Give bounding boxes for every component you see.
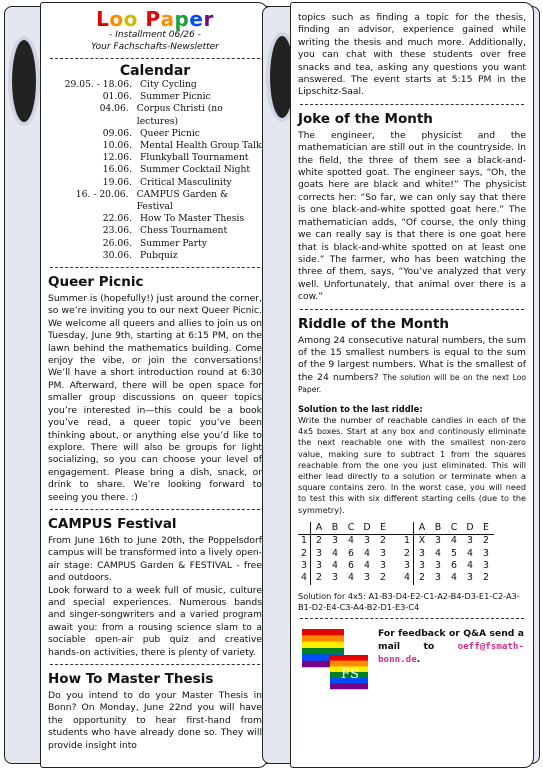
title-letter: L (96, 7, 110, 31)
grid-cell: 3 (483, 560, 489, 572)
calendar-event: Summer Picnic (140, 91, 211, 103)
grid-corner (298, 522, 311, 535)
calendar-date: 01.06. (102, 91, 132, 103)
grid-row-header: 1 (301, 535, 307, 547)
solution-line: Solution for 4x5: A1-B3-D4-E2-C1-A2-B4-D3-E1-C2-A3-B1-D2-E4-C3-A4-B2-D1-E3-C4 (298, 590, 520, 612)
calendar-event: Mental Health Group Talk (140, 140, 262, 152)
grid-cell: 4 (364, 547, 370, 559)
title-letter: o (123, 7, 138, 31)
feedback-text (378, 627, 524, 666)
grid-cell: 2 (380, 572, 386, 584)
calendar-row (48, 238, 262, 250)
title-letter: P (145, 7, 161, 31)
campus-festival-body-1: From June 16th to June 20th, the Poppelsdorf campus will be transformed into a lively open-air stage: CAMPUS Garden & FESTIVAL - free and outdoors. (48, 534, 262, 584)
grid-cell: 3 (435, 560, 441, 572)
queer-picnic-heading: Queer Picnic (48, 274, 144, 291)
calendar-row (48, 177, 262, 189)
calendar-date: 23.06. (102, 225, 132, 237)
calendar-date: 22.06. (102, 213, 132, 225)
grid-col-header: D (462, 522, 478, 535)
calendar-date: 16. - 20.06. (75, 188, 129, 200)
grid-cell: 3 (435, 535, 441, 547)
divider (300, 618, 524, 619)
title-letter (138, 8, 145, 30)
calendar-date: 12.06. (102, 152, 132, 164)
calendar-row (48, 213, 262, 225)
grid-cell: 4 (332, 547, 338, 559)
riddle-heading: Riddle of the Month (298, 315, 449, 332)
divider (50, 664, 260, 665)
solution-body: Write the number of reachable candies in each of the 4x5 boxes. Start at any box and continously eliminate the next reachable one with the smallest non-zero value, making sure to subtract 1 from the squares reachable from the one you just eliminated. This will either lead directly to a solution or terminate when a square contains zero. In the worst case, you will need to test this with six different starting cells (due to the symmetry). (298, 414, 526, 515)
calendar-date: 04.06. (99, 103, 129, 115)
grid-cell: 6 (451, 560, 457, 572)
calendar-row (48, 189, 262, 213)
roll-core-left (8, 36, 40, 126)
grid-col-header: B (430, 522, 446, 535)
calendar-list (48, 79, 262, 262)
calendar-row (48, 103, 262, 127)
title-letter: r (203, 7, 214, 31)
grid-row-header: 2 (404, 547, 410, 559)
grid-col-header: E (375, 522, 391, 535)
grid-col-header: D (359, 522, 375, 535)
title-letter: o (109, 7, 124, 31)
logo-stripe (302, 629, 344, 636)
grid-row-header: 3 (301, 560, 307, 572)
grid-cell: 3 (414, 548, 431, 560)
calendar-date: 29.05. - 18.06. (64, 79, 132, 90)
grid-cell: 3 (414, 560, 431, 572)
grid-row (298, 535, 494, 548)
grid-cell: 3 (364, 572, 370, 584)
grid-col-header: C (446, 522, 462, 535)
calendar-date: 10.06. (102, 140, 132, 152)
grid-spacer (391, 535, 401, 548)
calendar-event: Critical Masculinity (140, 176, 232, 188)
riddle-note: The solution will be on the next Loo Paper. (298, 372, 526, 395)
divider (300, 104, 524, 105)
calendar-row (48, 128, 262, 140)
grid-cell: X (414, 535, 431, 548)
calendar-event: Chess Tournament (140, 225, 228, 237)
grid-cell: 4 (364, 560, 370, 572)
grid-cell: 4 (348, 572, 354, 584)
grid-cell: 3 (332, 535, 338, 547)
grid-cell: 4 (348, 535, 354, 547)
joke-body: The engineer, the physicist and the mathematician are still out in the countryside. In the field, the three of them see a black-and-white spotted goat. The engineer says, “Oh, the goats here are black and white!” The physicist corrects her: “So far, we can only say that there is one black-and-white spotted goat here.” The mathematician adds, “Of course, the only thing we can really say is that there is one goat here that is black-and-white spotted on at least one side.” The farmer, who has been watching the three of them, says, “You’ve analyzed that very well. Unfortunately, that animal over there is a cow.” (298, 129, 526, 303)
logo-stripe (302, 635, 344, 642)
calendar-event: CAMPUS Garden & Festival (136, 188, 229, 213)
calendar-event: Corpus Christi (no lectures) (136, 103, 223, 127)
riddle-question: Among 24 consecutive natural numbers, the sum of the 15 smallest numbers is equal to the sum of the 9 largest numbers. What is the smallest of the 24 numbers? (298, 334, 526, 383)
grid-row-header: 4 (404, 572, 410, 584)
grid-row-header: 2 (301, 547, 307, 559)
logo-text: FS (341, 666, 359, 682)
right-column (298, 12, 526, 693)
grid-cell: 4 (467, 547, 473, 559)
grid-col-header: C (343, 522, 359, 535)
grid-header-row (298, 522, 494, 535)
calendar-date: 19.06. (102, 176, 132, 188)
calendar-event: Summer Party (140, 237, 207, 249)
grid-cell: 3 (332, 572, 338, 584)
grid-cell: 2 (311, 535, 328, 548)
grid-corner (401, 522, 414, 535)
calendar-row (48, 91, 262, 103)
calendar-event: Pubquiz (140, 249, 178, 261)
calendar-row (48, 250, 262, 262)
calendar-event: Summer Cocktail Night (140, 164, 251, 176)
title-letter: p (174, 7, 190, 31)
installment-label: - Installment 06/26 - (109, 30, 201, 40)
grid-row (298, 548, 494, 560)
grid-row (298, 572, 494, 584)
title-letter: a (160, 7, 175, 31)
grid-cell: 3 (364, 535, 370, 547)
grid-row-header: 3 (404, 560, 410, 572)
grid-cell: 3 (380, 547, 386, 559)
grid-row-header: 4 (301, 572, 307, 584)
calendar-event: How To Master Thesis (140, 213, 245, 225)
grid-cell: 2 (311, 572, 328, 584)
grid-spacer (391, 572, 401, 584)
feedback-period: . (416, 653, 421, 665)
grid-cell: 3 (435, 572, 441, 584)
calendar-heading: Calendar (119, 63, 191, 79)
newsletter-title (48, 8, 262, 30)
calendar-row (48, 152, 262, 164)
footer (298, 623, 526, 693)
calendar-event: Flunkyball Tournament (140, 152, 249, 164)
title-letter: e (189, 7, 204, 31)
calendar-row (48, 79, 262, 91)
solution-heading: Solution to the last riddle: (298, 403, 423, 414)
grid-cell: 4 (451, 535, 457, 547)
tagline: Your Fachschafts-Newsletter (91, 41, 219, 52)
joke-heading: Joke of the Month (298, 110, 433, 127)
grid-cell: 3 (380, 560, 386, 572)
grid-col-header: B (327, 522, 343, 535)
calendar-date: 09.06. (102, 127, 132, 139)
campus-festival-body-2: Look forward to a week full of music, culture and special experiences. Numerous bands and singer-songwriters and a varied program await you: from a rousing science slam to a sociable open-air pub quiz and creative hands-on activities, there is plenty of variety. (48, 584, 262, 658)
grid-spacer (391, 560, 401, 572)
grid-cell: 2 (380, 535, 386, 547)
grid-spacer (391, 548, 401, 560)
queer-picnic-body: Summer is (hopefully!) just around the corner, so we’re inviting you to our next Queer Picnic. We welcome all queers and allies to join us on Tuesday, June 9th, starting at 6:15 PM, on the lawn behind the mathematics building. Come enjoy the vibe, or join the conversations! We’ll have a short introduction round at 6:30 PM. Afterward, there will be open space for smaller group discussions on queer topics you’re interested in—this could be a book you’ve read, a queer topic you’ve been thinking about, or anything else you’d like to explore. There will also be groups for light socializing, so you can choose your level of engagement. Please bring a dish, snack, or drink to share. We’re looking forward to seeing you there. :) (48, 293, 262, 503)
logo-stripe (330, 660, 368, 666)
grid-cell: 2 (414, 572, 431, 584)
feedback-email-link[interactable]: oeff@fsmath-bonn.de (378, 640, 524, 665)
grid-cell: 4 (467, 560, 473, 572)
grid-col-header: E (478, 522, 494, 535)
grid-cell: 3 (467, 535, 473, 547)
grid-row (298, 560, 494, 572)
grid-cell: 4 (332, 560, 338, 572)
calendar-event: City Cycling (140, 79, 197, 90)
divider (300, 309, 524, 310)
feedback-label: For feedback or Q&A send a mail to (378, 627, 524, 652)
calendar-row (48, 140, 262, 152)
logo-stripe (302, 648, 344, 655)
grid-col-header: A (311, 522, 328, 535)
grid-cell: 4 (451, 572, 457, 584)
divider (50, 58, 260, 59)
calendar-date: 16.06. (102, 164, 132, 176)
grid-cell: 3 (467, 572, 473, 584)
master-thesis-heading: How To Master Thesis (48, 671, 214, 688)
master-thesis-body-2: topics such as finding a topic for the thesis, finding an advisor, experience gained while writing the thesis and much more. Additionally, you can chat with these students over free snacks and tea, asking any questions you want answered. The event starts at 5:15 PM in the Lipschitz-Saal. (298, 12, 526, 98)
logo-stripe (330, 683, 368, 689)
grid-cell: 3 (311, 560, 328, 572)
fs-math-logo-icon (302, 625, 370, 691)
grid-cell: 2 (483, 535, 489, 547)
grid-cell: 6 (348, 547, 354, 559)
campus-festival-heading: CAMPUS Festival (48, 515, 177, 532)
logo-stripe (330, 655, 368, 661)
grid-cell: 4 (435, 547, 441, 559)
divider (50, 509, 260, 510)
grid-cell: 2 (483, 572, 489, 584)
master-thesis-body-1: Do you intend to do your Master Thesis in Bonn? On Monday, June 22nd you will have the opportunity to hear first-hand from students who have already done so. They will provide insight into (48, 690, 262, 751)
grid-spacer (391, 522, 401, 535)
grid-cell: 3 (483, 547, 489, 559)
riddle-body (298, 335, 526, 397)
calendar-date: 30.06. (102, 249, 132, 261)
grid-cell: 5 (451, 547, 457, 559)
grid-col-header: A (414, 522, 431, 535)
grid-row-header: 1 (404, 535, 410, 547)
left-column (48, 8, 262, 752)
logo-stripe (302, 641, 344, 648)
grid-cell: 3 (311, 548, 328, 560)
divider (50, 267, 260, 268)
solution-grids (298, 522, 494, 585)
calendar-date: 26.06. (102, 237, 132, 249)
grid-cell: 6 (348, 560, 354, 572)
calendar-event: Queer Picnic (140, 127, 200, 139)
calendar-row (48, 164, 262, 176)
calendar-row (48, 225, 262, 237)
